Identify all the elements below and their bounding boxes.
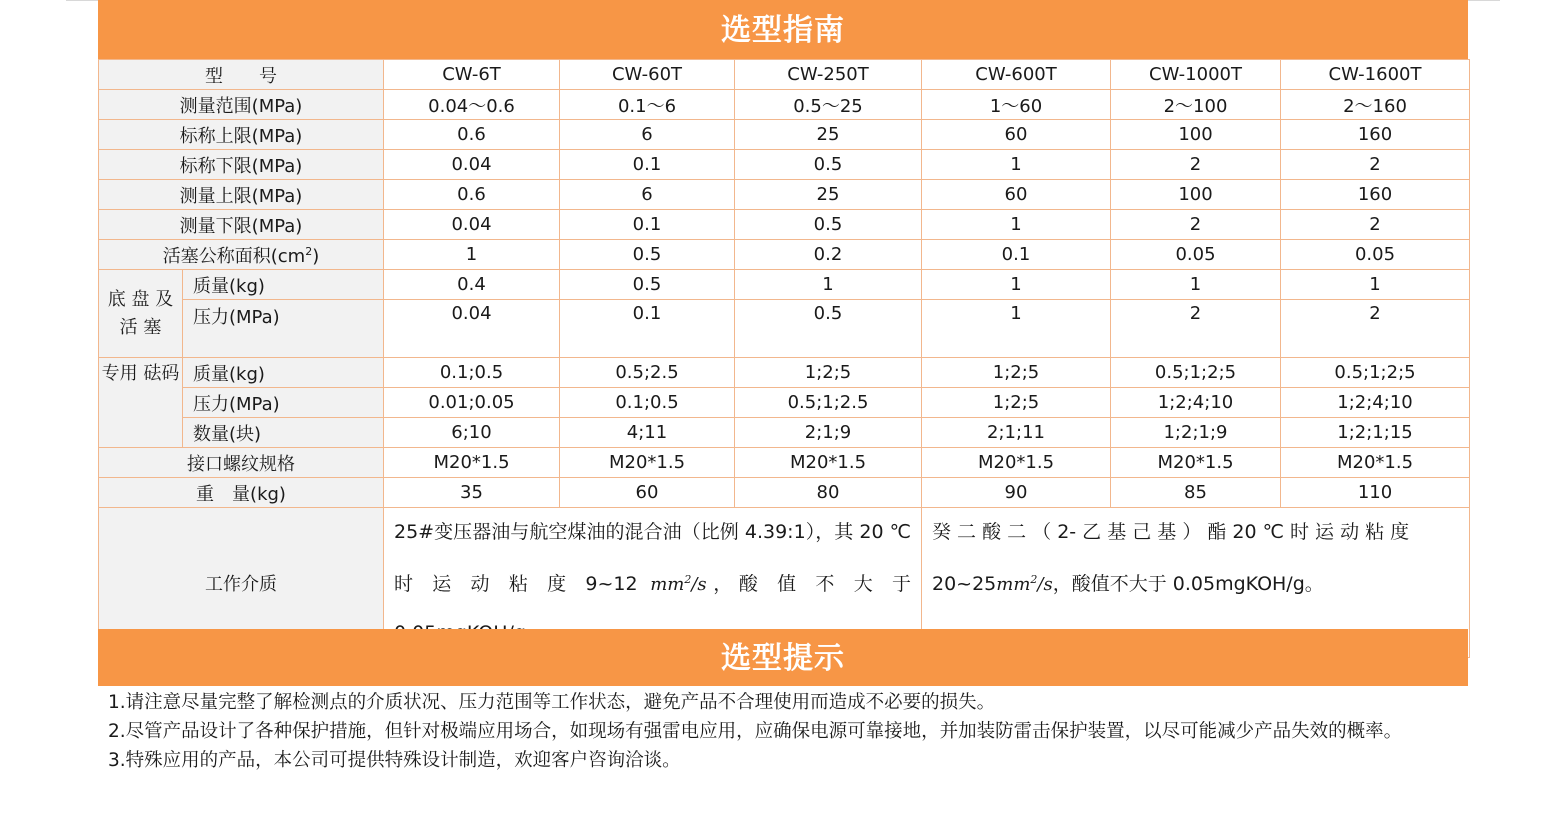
table-row — [99, 210, 1470, 240]
value-cell: 0.4 — [384, 270, 560, 300]
value-cell: 1;2;5 — [922, 388, 1111, 418]
table-row — [99, 478, 1470, 508]
value-cell: 85 — [1111, 478, 1281, 508]
model-cell: CW-600T — [922, 60, 1111, 90]
value-cell: 60 — [922, 180, 1111, 210]
value-cell: 160 — [1281, 120, 1470, 150]
sub-label: 压力(MPa) — [183, 300, 384, 358]
tips-list — [108, 688, 1458, 775]
model-cell: CW-250T — [735, 60, 922, 90]
table-row — [99, 388, 1470, 418]
value-cell: 25 — [735, 180, 922, 210]
value-cell: 0.5;1;2.5 — [735, 388, 922, 418]
value-cell: 1 — [922, 150, 1111, 180]
value-cell: 100 — [1111, 180, 1281, 210]
model-cell: CW-6T — [384, 60, 560, 90]
value-cell: 0.1 — [560, 300, 735, 358]
value-cell: 2 — [1111, 210, 1281, 240]
value-cell: 1 — [922, 210, 1111, 240]
value-cell: 0.5;1;2;5 — [1281, 358, 1470, 388]
value-cell: 100 — [1111, 120, 1281, 150]
value-cell: 2;1;11 — [922, 418, 1111, 448]
weights-group-label: 专用 砝码 — [99, 358, 183, 448]
value-cell: 1;2;4;10 — [1111, 388, 1281, 418]
page-title: 选型指南 — [721, 13, 845, 48]
table-row — [99, 270, 1470, 300]
row-label: 接口螺纹规格 — [99, 448, 384, 478]
value-cell: 25 — [735, 120, 922, 150]
value-cell: 110 — [1281, 478, 1470, 508]
piston-area-label: 活塞公称面积$(cm^2)$ — [99, 240, 384, 270]
value-cell: 0.6 — [384, 120, 560, 150]
value-cell: 6 — [560, 120, 735, 150]
value-cell: 1;2;4;10 — [1281, 388, 1470, 418]
value-cell: M20*1.5 — [1281, 448, 1470, 478]
model-cell: CW-1600T — [1281, 60, 1470, 90]
value-cell: 160 — [1281, 180, 1470, 210]
working-medium-label: 工作介质 — [99, 508, 384, 658]
value-cell: 2～100 — [1111, 90, 1281, 120]
table-row — [99, 90, 1470, 120]
row-label: 标称上限(MPa) — [99, 120, 384, 150]
tip-item: 1.请注意尽量完整了解检测点的介质状况、压力范围等工作状态，避免产品不合理使用而造成不必要的损失。 — [108, 692, 996, 713]
model-cell: CW-1000T — [1111, 60, 1281, 90]
value-cell: 0.6 — [384, 180, 560, 210]
value-cell: 0.05 — [1281, 240, 1470, 270]
selection-guide-banner — [98, 0, 1468, 60]
value-cell: 2 — [1111, 300, 1281, 358]
sub-label: 质量(kg) — [183, 358, 384, 388]
value-cell: 2 — [1281, 300, 1470, 358]
base-piston-group-label: 底 盘 及活 塞 — [99, 270, 183, 358]
value-cell: 0.04 — [384, 150, 560, 180]
value-cell: 2 — [1111, 150, 1281, 180]
value-cell: 0.5 — [735, 150, 922, 180]
value-cell: 0.1;0.5 — [384, 358, 560, 388]
value-cell: M20*1.5 — [922, 448, 1111, 478]
model-header: 型 号 — [99, 60, 384, 90]
value-cell: 0.1～6 — [560, 90, 735, 120]
model-cell: CW-60T — [560, 60, 735, 90]
row-label: 标称下限(MPa) — [99, 150, 384, 180]
table-row — [99, 240, 1470, 270]
value-cell: 0.5 — [560, 240, 735, 270]
value-cell: 1 — [922, 270, 1111, 300]
value-cell: 60 — [560, 478, 735, 508]
value-cell: 0.01;0.05 — [384, 388, 560, 418]
selection-tips-banner — [98, 629, 1468, 686]
table-row — [99, 448, 1470, 478]
spec-table — [98, 59, 1470, 658]
value-cell: M20*1.5 — [1111, 448, 1281, 478]
value-cell: 2～160 — [1281, 90, 1470, 120]
row-label: 测量下限(MPa) — [99, 210, 384, 240]
value-cell: 90 — [922, 478, 1111, 508]
value-cell: 2 — [1281, 150, 1470, 180]
row-label: 重 量(kg) — [99, 478, 384, 508]
table-row — [99, 418, 1470, 448]
value-cell: 0.1;0.5 — [560, 388, 735, 418]
value-cell: 1;2;5 — [735, 358, 922, 388]
value-cell: 80 — [735, 478, 922, 508]
tip-item: 2.尽管产品设计了各种保护措施，但针对极端应用场合，如现场有强雷电应用，应确保电源可靠接地，并加装防雷击保护装置，以尽可能减少产品失效的概率。 — [108, 721, 1403, 742]
value-cell: 0.5;2.5 — [560, 358, 735, 388]
value-cell: 0.5;1;2;5 — [1111, 358, 1281, 388]
tip-item: 3.特殊应用的产品，本公司可提供特殊设计制造，欢迎客户咨询洽谈。 — [108, 750, 681, 771]
table-row — [99, 120, 1470, 150]
value-cell: 1;2;5 — [922, 358, 1111, 388]
value-cell: 0.04 — [384, 300, 560, 358]
value-cell: 35 — [384, 478, 560, 508]
sub-label: 质量(kg) — [183, 270, 384, 300]
value-cell: 0.1 — [560, 210, 735, 240]
value-cell: 0.05 — [1111, 240, 1281, 270]
table-row — [99, 358, 1470, 388]
value-cell: 1～60 — [922, 90, 1111, 120]
working-medium-ester: 癸 二 酸 二 （ 2- 乙 基 己 基 ） 酯 20 ℃ 时 运 动 粘 度 $20\sim 25mm^2/s$，酸值不大于 0.05mgKOH/g。 — [922, 508, 1470, 658]
value-cell: 1 — [384, 240, 560, 270]
value-cell: 0.04～0.6 — [384, 90, 560, 120]
value-cell: 1 — [1281, 270, 1470, 300]
value-cell: 0.5 — [735, 300, 922, 358]
row-label: 测量范围(MPa) — [99, 90, 384, 120]
value-cell: M20*1.5 — [384, 448, 560, 478]
value-cell: 4;11 — [560, 418, 735, 448]
table-row — [99, 180, 1470, 210]
value-cell: 0.5～25 — [735, 90, 922, 120]
table-row — [99, 60, 1470, 90]
value-cell: M20*1.5 — [560, 448, 735, 478]
value-cell: 0.5 — [735, 210, 922, 240]
value-cell: 1;2;1;15 — [1281, 418, 1470, 448]
sub-label: 压力(MPa) — [183, 388, 384, 418]
section-title: 选型提示 — [721, 641, 845, 676]
value-cell: 6;10 — [384, 418, 560, 448]
value-cell: M20*1.5 — [735, 448, 922, 478]
value-cell: 1 — [1111, 270, 1281, 300]
value-cell: 1 — [922, 300, 1111, 358]
value-cell: 2;1;9 — [735, 418, 922, 448]
table-row — [99, 300, 1470, 358]
value-cell: 0.2 — [735, 240, 922, 270]
row-label: 测量上限(MPa) — [99, 180, 384, 210]
working-medium-oil-mix: 25#变压器油与航空煤油的混合油（比例 4.39:1），其 20 ℃ 时 运 动 粘 度 9~12 $mm^2/s$，酸 值 不 大 于 — [384, 508, 922, 658]
value-cell: 0.04 — [384, 210, 560, 240]
value-cell: 60 — [922, 120, 1111, 150]
sub-label: 数量(块) — [183, 418, 384, 448]
value-cell: 0.1 — [560, 150, 735, 180]
value-cell: 1 — [735, 270, 922, 300]
value-cell: 0.1 — [922, 240, 1111, 270]
value-cell: 1;2;1;9 — [1111, 418, 1281, 448]
table-row — [99, 150, 1470, 180]
value-cell: 6 — [560, 180, 735, 210]
value-cell: 0.5 — [560, 270, 735, 300]
value-cell: 2 — [1281, 210, 1470, 240]
